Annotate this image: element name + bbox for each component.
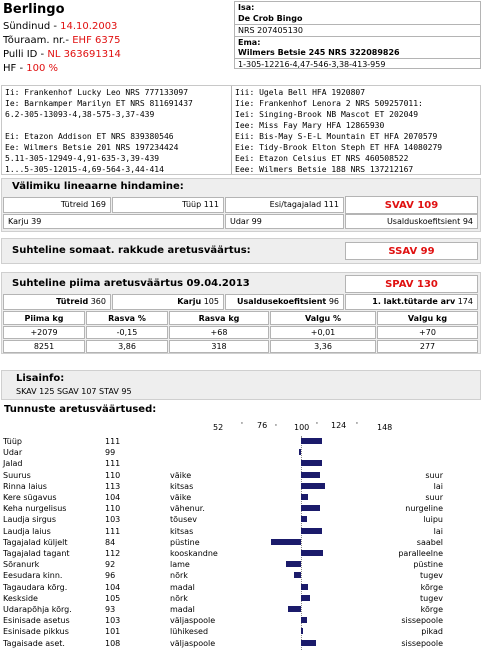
linear-reliability-label: Usalduskoefitsient — [386, 217, 461, 226]
pedigree-left-ei: Ei: Etazon Addison ET NRS 839380546 — [5, 132, 174, 141]
trait-value: 112 — [105, 549, 121, 558]
scale-mark-112: ' — [316, 421, 318, 429]
trait-row — [0, 514, 483, 525]
trait-value: 101 — [105, 627, 121, 637]
trait-high-label: lai — [433, 481, 443, 491]
trait-name: Udarapõhja kõrg. — [3, 605, 72, 614]
trait-name: Esinisade pikkus — [3, 627, 69, 637]
trait-high-label: püstine — [413, 560, 443, 570]
trait-value: 103 — [105, 515, 121, 525]
linear-udder-label: Udar — [230, 217, 250, 226]
trait-low-label: kitsas — [170, 526, 194, 536]
milk-first-lact — [345, 294, 478, 310]
trait-high-label: kõrge — [420, 582, 443, 592]
trait-name: Suurus — [3, 470, 31, 480]
milk-first-lact-label: 1. lakt.tütarde arv — [372, 297, 456, 306]
herdbook-number: EHF 6375 — [72, 35, 121, 46]
milk-value-valgu-kg: 277 — [377, 340, 478, 353]
trait-value: 111 — [105, 459, 121, 469]
trait-row — [0, 458, 483, 469]
linear-herds — [3, 214, 224, 229]
herdbook-line — [3, 35, 120, 46]
sire-label: Isa: — [238, 3, 255, 12]
trait-high-label: paralleelne — [398, 549, 443, 558]
pedigree-left-ii: Ii: Frankenhof Lucky Leo NRS 777133097 — [5, 88, 189, 97]
trait-name: Esinisade asetus — [3, 616, 70, 626]
trait-bar — [288, 606, 301, 612]
trait-value: 96 — [105, 571, 116, 581]
trait-name: Udar — [3, 448, 23, 458]
trait-row — [0, 615, 483, 626]
trait-high-label: luipu — [423, 515, 443, 525]
linear-udder-value: 99 — [251, 217, 262, 226]
milk-herds — [112, 294, 224, 310]
trait-high-label: saabel — [416, 537, 443, 547]
trait-bar — [294, 572, 301, 578]
hf-label: HF - — [3, 63, 24, 74]
trait-row — [0, 470, 483, 481]
ssav-value: SSAV 99 — [345, 242, 478, 260]
pedigree-right-iei: Iei: Singing-Brook NB Mascot ET 202049 — [235, 110, 419, 119]
pedigree-left-ee: Ee: Wilmers Betsie 201 NRS 197234424 — [5, 143, 179, 152]
milk-daughters — [3, 294, 111, 310]
animal-name: Berlingo — [3, 2, 65, 17]
linear-type-label: Tüüp — [182, 200, 202, 209]
trait-row — [0, 593, 483, 604]
milk-value-valgu-pct: 3,36 — [270, 340, 376, 353]
trait-row — [0, 481, 483, 492]
milk-deviation-rasva-kg: +68 — [169, 326, 269, 339]
scale-tick-76: 76 — [257, 421, 268, 430]
milk-deviation-valgu-kg: +70 — [377, 326, 478, 339]
pedigree-right-iee: Iee: Miss Fay Mary HFA 12865930 — [235, 121, 385, 130]
trait-bar — [299, 449, 301, 455]
sire-name: De Crob Bingo — [238, 14, 303, 23]
trait-row — [0, 604, 483, 615]
pedigree-left-ie-record: 6.2-305-13093-4,38-575-3,37-439 — [5, 110, 155, 119]
linear-legs — [225, 197, 344, 213]
trait-value: 92 — [105, 560, 116, 570]
trait-low-label: väike — [170, 470, 192, 480]
trait-name: Keskside — [3, 593, 38, 603]
milk-header-valgu-pct: Valgu % — [270, 311, 376, 325]
trait-high-label: lai — [433, 526, 443, 536]
pedigree-right-eie: Eie: Tidy-Brook Elton Steph ET HFA 14080279 — [235, 143, 443, 152]
milk-header-piima-kg: Piima kg — [3, 311, 85, 325]
milk-value-rasva-kg: 318 — [169, 340, 269, 353]
trait-low-label: nõrk — [170, 593, 188, 603]
bull-id: NL 363691314 — [47, 49, 121, 60]
trait-bar — [301, 550, 323, 556]
trait-low-label: väike — [170, 493, 192, 502]
trait-high-label: sissepoole — [401, 616, 443, 626]
trait-name: Tagaisade aset. — [3, 638, 65, 648]
trait-name: Tagajalad tagant — [3, 549, 70, 558]
trait-name: Kere sügavus — [3, 493, 57, 502]
trait-row — [0, 626, 483, 637]
pedigree-left-ee-record2: 1...5-305-12015-4,69-564-3,44-414 — [5, 165, 164, 174]
trait-high-label: sissepoole — [401, 638, 443, 648]
trait-bar — [301, 505, 320, 511]
scale-mark-136: ' — [356, 421, 358, 429]
trait-name: Laudja laius — [3, 526, 51, 536]
trait-row — [0, 559, 483, 570]
milk-deviation-rasva-pct: -0,15 — [86, 326, 168, 339]
linear-herds-value: 39 — [31, 217, 42, 226]
trait-row — [0, 447, 483, 458]
trait-bar — [301, 438, 322, 444]
milk-header-rasva-kg: Rasva kg — [169, 311, 269, 325]
trait-low-label: nõrk — [170, 571, 188, 581]
trait-bar — [271, 539, 301, 545]
milk-daughters-value: 360 — [90, 297, 106, 306]
trait-bar — [301, 528, 322, 534]
linear-type — [112, 197, 224, 213]
milk-header-valgu-kg: Valgu kg — [377, 311, 478, 325]
bull-id-label: Pulli ID - — [3, 49, 45, 60]
pedigree-right-iie: Iie: Frankenhof Lenora 2 NRS 509257011: — [235, 99, 423, 108]
trait-value: 99 — [105, 448, 116, 458]
scale-tick-100: 100 — [294, 423, 310, 432]
pedigree-left-ie: Ie: Barnkamper Marilyn ET NRS 811691437 — [5, 99, 193, 108]
trait-name: Jalad — [3, 459, 23, 469]
milk-daughters-label: Tütreid — [56, 297, 89, 306]
milk-reliability-label: Usaldusekoefitsient — [237, 297, 327, 306]
milk-deviation-piima-kg: +2079 — [3, 326, 85, 339]
trait-value: 84 — [105, 537, 116, 547]
linear-herds-label: Karju — [8, 217, 29, 226]
trait-name: Tüüp — [3, 437, 23, 446]
milk-value-rasva-pct: 3,86 — [86, 340, 168, 353]
trait-value: 103 — [105, 616, 121, 626]
trait-bar — [301, 628, 303, 634]
trait-low-label: madal — [170, 605, 195, 614]
trait-low-label: väljaspoole — [170, 638, 216, 648]
trait-value: 104 — [105, 582, 121, 592]
pedigree-right-iii: Iii: Ugela Bell HFA 1920807 — [235, 88, 366, 97]
trait-value: 110 — [105, 504, 121, 514]
trait-value: 105 — [105, 593, 121, 603]
trait-name: Tagaudara kõrg. — [3, 582, 68, 592]
milk-reliability-value: 96 — [328, 297, 339, 306]
trait-low-label: lame — [170, 560, 190, 570]
dam-label: Ema: — [235, 36, 480, 47]
dam-name: Wilmers Betsie 245 NRS 322089826 — [238, 48, 400, 57]
trait-row — [0, 526, 483, 537]
linear-type-value: 111 — [203, 200, 219, 209]
birth-label: Sündinud - — [3, 21, 57, 32]
trait-value: 93 — [105, 605, 116, 614]
trait-row — [0, 537, 483, 548]
somatic-title: Suhteline somaat. rakkude aretusväärtus: — [12, 245, 251, 256]
parents-box — [234, 1, 481, 69]
milk-header-rasva-pct: Rasva % — [86, 311, 168, 325]
milk-value-piima-kg: 8251 — [3, 340, 85, 353]
trait-name: Keha nurgelisus — [3, 504, 67, 514]
milk-deviation-valgu-pct: +0,01 — [270, 326, 376, 339]
pedigree-grid — [1, 85, 481, 175]
trait-name: Eesudara kinn. — [3, 571, 63, 581]
trait-low-label: vähenur. — [170, 504, 205, 514]
linear-udder — [225, 214, 344, 229]
trait-high-label: tugev — [420, 593, 443, 603]
bull-id-line — [3, 49, 121, 60]
trait-name: Sõranurk — [3, 560, 40, 570]
trait-low-label: püstine — [170, 537, 200, 547]
trait-high-label: nurgeline — [405, 504, 443, 514]
trait-row — [0, 582, 483, 593]
hf-line — [3, 63, 58, 74]
linear-reliability-value: 94 — [462, 217, 473, 226]
trait-name: Rinna laius — [3, 481, 47, 491]
pedigree-right-eei: Eei: Etazon Celsius ET NRS 460508522 — [235, 154, 409, 163]
milk-first-lact-value: 174 — [457, 297, 473, 306]
linear-legs-value: 111 — [323, 200, 339, 209]
trait-value: 110 — [105, 470, 121, 480]
trait-low-label: madal — [170, 582, 195, 592]
trait-value: 111 — [105, 526, 121, 536]
svav-value: SVAV 109 — [345, 196, 478, 214]
trait-value: 111 — [105, 437, 121, 446]
trait-value: 104 — [105, 493, 121, 502]
trait-row — [0, 548, 483, 559]
linear-legs-label: Esi/tagajalad — [269, 200, 322, 209]
herdbook-label: Tõuraam. nr.- — [3, 35, 70, 46]
spav-value: SPAV 130 — [345, 275, 478, 293]
trait-bar — [301, 595, 310, 601]
trait-high-label: suur — [425, 493, 443, 502]
trait-name: Laudja sirgus — [3, 515, 57, 525]
sire-id: NRS 207405130 — [235, 24, 480, 36]
scale-mark-64: ' — [241, 421, 243, 429]
scale-tick-124: 124 — [331, 421, 347, 430]
traits-title: Tunnuste aretusväärtused: — [4, 404, 157, 415]
milk-reliability — [225, 294, 344, 310]
scale-mark-88: ' — [275, 423, 277, 431]
linear-daughters-label: Tütreid — [60, 200, 89, 209]
trait-low-label: lühikesed — [170, 627, 209, 637]
pedigree-right-eee: Eee: Wilmers Betsie 188 NRS 137212167 — [235, 165, 414, 174]
trait-row — [0, 436, 483, 447]
milk-herds-value: 105 — [203, 297, 219, 306]
lisainfo-title: Lisainfo: — [16, 373, 65, 384]
pedigree-right-eii: Eii: Bis-May S-E-L Mountain ET HFA 2070579 — [235, 132, 438, 141]
trait-row — [0, 570, 483, 581]
trait-row — [0, 638, 483, 649]
trait-row — [0, 503, 483, 514]
trait-row — [0, 492, 483, 503]
dam-record: 1-305-12216-4,47-546-3,38-413-959 — [235, 58, 480, 69]
trait-low-label: tõusev — [170, 515, 197, 525]
trait-low-label: kitsas — [170, 481, 194, 491]
linear-daughters — [3, 197, 111, 213]
scale-tick-52: 52 — [213, 423, 224, 432]
linear-title: Välimiku lineaarne hindamine: — [12, 181, 184, 192]
trait-bar — [301, 516, 307, 522]
scale-tick-148: 148 — [377, 423, 393, 432]
trait-high-label: kõrge — [420, 605, 443, 614]
hf-percent: 100 % — [26, 63, 59, 74]
trait-bar — [301, 584, 308, 590]
trait-bar — [301, 494, 308, 500]
trait-bar — [301, 617, 307, 623]
lisainfo-text: SKAV 125 SGAV 107 STAV 95 — [16, 387, 132, 396]
birth-line — [3, 21, 117, 32]
trait-low-label: väljaspoole — [170, 616, 216, 626]
trait-high-label: suur — [425, 470, 443, 480]
trait-value: 113 — [105, 481, 121, 491]
pedigree-left-ee-record: 5.11-305-12949-4,91-635-3,39-439 — [5, 154, 160, 163]
birth-date: 14.10.2003 — [60, 21, 118, 32]
trait-bar — [301, 640, 316, 646]
linear-daughters-value: 169 — [90, 200, 106, 209]
trait-bar — [301, 460, 322, 466]
trait-bar — [301, 472, 320, 478]
trait-high-label: pikad — [421, 627, 443, 637]
trait-low-label: kooskandne — [170, 549, 218, 558]
trait-bar — [301, 483, 325, 489]
trait-bar — [286, 561, 301, 567]
trait-name: Tagajalad küljelt — [3, 537, 68, 547]
traits-scale — [0, 421, 483, 435]
trait-value: 108 — [105, 638, 121, 648]
milk-herds-label: Karju — [177, 297, 202, 306]
trait-high-label: tugev — [420, 571, 443, 581]
milk-title: Suhteline piima aretusväärtus 09.04.2013 — [12, 278, 250, 289]
linear-reliability — [345, 214, 478, 229]
